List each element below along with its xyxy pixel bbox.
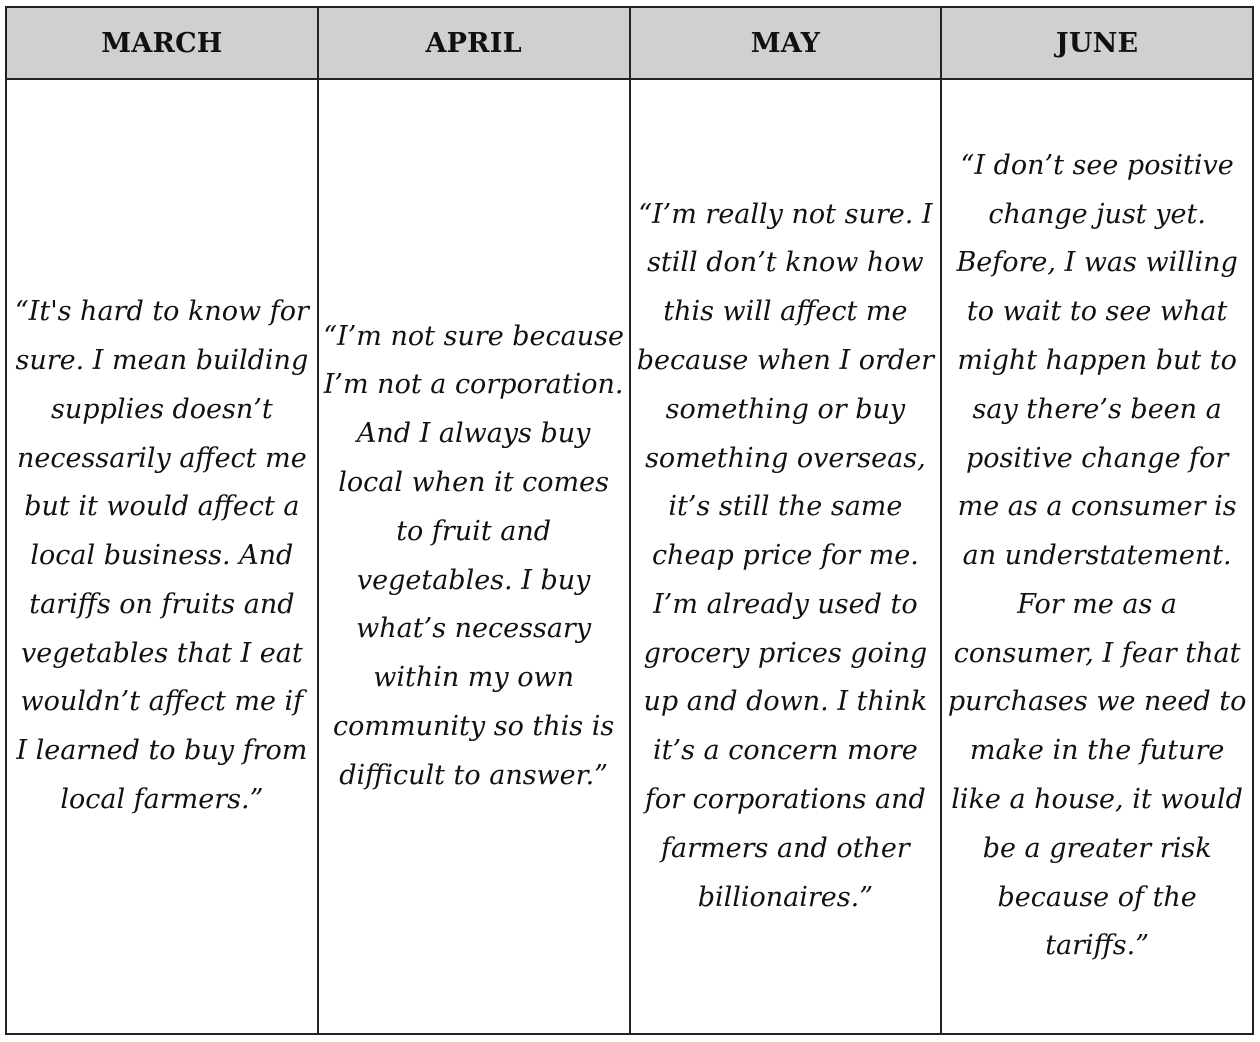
quote-row — [6, 79, 1253, 1034]
header-march: MARCH — [6, 7, 318, 79]
quote-march: “It's hard to know for sure. I mean building supplies doesn’t necessarily affect me but it would affect a local business. And tariffs on fruits and vegetables that I eat wouldn’t affect me if I learned to buy from local farmers.” — [6, 79, 318, 1034]
header-may: MAY — [630, 7, 942, 79]
quote-april: “I’m not sure because I’m not a corporation. And I always buy local when it comes to fruit and vegetables. I buy what’s necessary within my own community so this is difficult to answer.” — [318, 79, 630, 1034]
header-june: JUNE — [941, 7, 1253, 79]
quote-may: “I’m really not sure. I still don’t know how this will affect me because when I order something or buy something overseas, it’s still the same cheap price for me. I’m already used to grocery prices going up and down. I think it’s a concern more for corporations and farmers and other billionaires.” — [630, 79, 942, 1034]
header-row — [6, 7, 1253, 79]
quote-june: “I don’t see positive change just yet. Before, I was willing to wait to see what might happen but to say there’s been a positive change for me as a consumer is an understatement. For me as a consumer, I fear that purchases we need to make in the future like a house, it would be a greater risk because of the tariffs.” — [941, 79, 1253, 1034]
header-april: APRIL — [318, 7, 630, 79]
quotes-table — [5, 6, 1254, 1035]
